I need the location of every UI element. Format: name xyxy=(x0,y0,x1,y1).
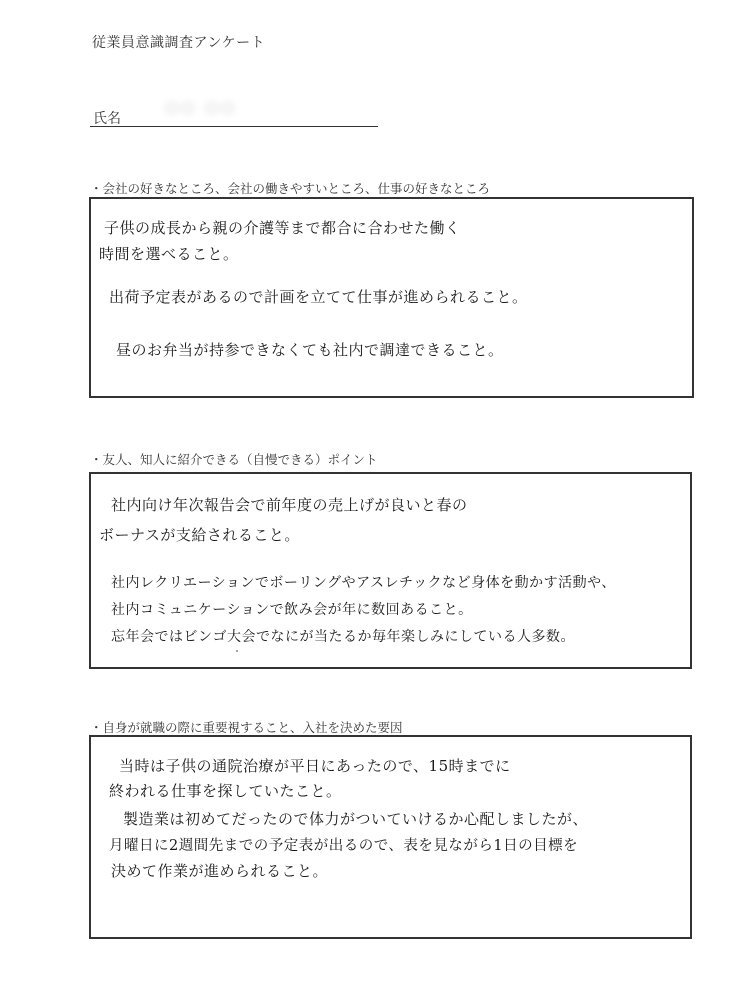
answer-1-line-4: 昼のお弁当が持参できなくても社内で調達できること。 xyxy=(116,341,504,359)
question-2-label: ・友人、知人に紹介できる（自慢できる）ポイント xyxy=(90,452,378,467)
name-label: 氏名 xyxy=(93,111,121,127)
answer-2-line-3: 社内レクリエーションでボーリングやアスレチックなど身体を動かす活動や、 xyxy=(111,575,616,591)
answer-2-line-5: 忘年会ではビンゴ大会でなにが当たるか毎年楽しみにしている人多数。 xyxy=(111,629,575,645)
answer-1-line-3: 出荷予定表があるので計画を立てて仕事が進められること。 xyxy=(109,288,528,306)
answer-box-1 xyxy=(89,197,694,398)
answer-3-line-4: 月曜日に2週間先までの予定表が出るので、表を見ながら1日の目標を xyxy=(109,838,579,854)
answer-1-line-1: 子供の成長から親の介護等まで都合に合わせた働く xyxy=(104,219,461,237)
name-underline xyxy=(90,126,378,127)
answer-2-line-1: 社内向け年次報告会で前年度の売上げが良いと春の xyxy=(111,496,468,514)
answer-2-line-4: 社内コミュニケーションで飲み会が年に数回あること。 xyxy=(111,602,473,618)
answer-3-line-5: 決めて作業が進められること。 xyxy=(111,862,329,880)
paper-speck xyxy=(236,650,238,652)
question-1-label: ・会社の好きなところ、会社の働きやすいところ、仕事の好きなところ xyxy=(90,181,491,196)
answer-2-line-2: ボーナスが支給されること。 xyxy=(99,526,300,544)
answer-box-3 xyxy=(89,735,692,939)
answer-1-line-2: 時間を選べること。 xyxy=(99,245,239,263)
answer-box-2 xyxy=(89,472,692,669)
answer-3-line-3: 製造業は初めてだったので体力がついていけるか心配しましたが、 xyxy=(123,810,589,828)
answer-3-line-2: 終われる仕事を探していたこと。 xyxy=(109,782,342,800)
answer-3-line-1: 当時は子供の通院治療が平日にあったので、15時までに xyxy=(119,757,511,775)
question-3-label: ・自身が就職の際に重要視すること、入社を決めた要因 xyxy=(90,720,403,735)
name-value-redacted: ○○ ○○ xyxy=(165,98,238,116)
survey-title: 従業員意識調査アンケート xyxy=(92,35,266,51)
